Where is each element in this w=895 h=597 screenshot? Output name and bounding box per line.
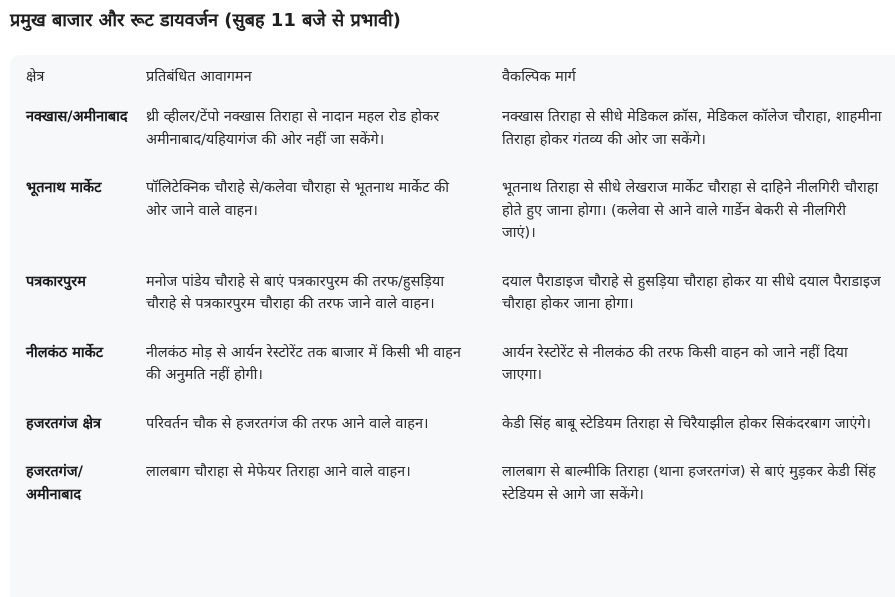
area-cell: हजरतगंज/अमीनाबाद (26, 464, 83, 503)
table-row (10, 106, 895, 177)
alternate-cell: भूतनाथ तिराहा से सीधे लेखराज मार्केट चौराहा से दाहिने नीलगिरी चौराहा होते हुए जाना होगा। (कलेवा से आने वाले गार्डेन बेकरी से नीलगिरी जाएं)। (502, 180, 879, 241)
header-restricted: प्रतिबंधित आवागमन (146, 69, 252, 85)
header-area: क्षेत्र (26, 69, 45, 85)
table-row (10, 271, 895, 342)
area-cell: नक्खास/अमीनाबाद (26, 109, 128, 125)
restricted-cell: लालबाग चौराहा से मेफेयर तिराहा आने वाले वाहन। (146, 464, 411, 480)
table-header-row (10, 55, 895, 106)
area-cell: हजरतगंज क्षेत्र (26, 415, 102, 432)
alternate-cell: केडी सिंह बाबू स्टेडियम तिराहा से चिरैयाझील होकर सिकंदरबाग जाएंगे। (502, 415, 872, 432)
table-row (10, 461, 895, 506)
alternate-cell: दयाल पैराडाइज चौराहे से हुसड़िया चौराहा होकर या सीधे दयाल पैराडाइज चौराहा होकर जाना होगा। (502, 273, 881, 312)
restricted-cell: पॉलिटेक्निक चौराहे से/कलेवा चौराहा से भूतनाथ मार्केट की ओर जाने वाले वाहन। (146, 180, 450, 219)
table-row (10, 342, 895, 413)
restricted-cell: थ्री व्हीलर/टेंपो नक्खास तिराहा से नादान महल रोड होकर अमीनाबाद/यहियागंज की ओर नहीं जा सकेंगे। (146, 109, 440, 148)
alternate-cell: आर्यन रेस्टोरेंट से नीलकंठ की तरफ किसी वाहन को जाने नहीं दिया जाएगा। (502, 344, 848, 383)
restricted-cell: मनोज पांडेय चौराहे से बाएं पत्रकारपुरम की तरफ/हुसड़िया चौराहे से पत्रकारपुरम चौराहा की तरफ जाने वाले वाहन। (146, 273, 445, 312)
restricted-cell: नीलकंठ मोड़ से आर्यन रेस्टोरेंट तक बाजार में किसी भी वाहन की अनुमति नहीं होगी। (146, 344, 461, 383)
area-cell: पत्रकारपुरम (26, 273, 86, 290)
table-row (10, 177, 895, 271)
restricted-cell: परिवर्तन चौक से हजरतगंज की तरफ आने वाले वाहन। (146, 415, 429, 432)
area-cell: भूतनाथ मार्केट (26, 180, 102, 196)
table-row (10, 413, 895, 462)
alternate-cell: लालबाग से बाल्मीकि तिराहा (थाना हजरतगंज) से बाएं मुड़कर केडी सिंह स्टेडियम से आगे जा सकेंगे। (502, 464, 876, 503)
diversion-table (10, 55, 895, 506)
alternate-cell: नक्खास तिराहा से सीधे मेडिकल क्रॉस, मेडिकल कॉलेज चौराहा, शाहमीना तिराहा होकर गंतव्य की ओर जा सकेंगे। (502, 109, 882, 148)
area-cell: नीलकंठ मार्केट (26, 344, 104, 361)
header-alternate: वैकल्पिक मार्ग (502, 69, 576, 85)
diversion-table-container (10, 55, 895, 597)
page-title: प्रमुख बाजार और रूट डायवर्जन (सुबह 11 बजे से प्रभावी) (10, 10, 401, 31)
